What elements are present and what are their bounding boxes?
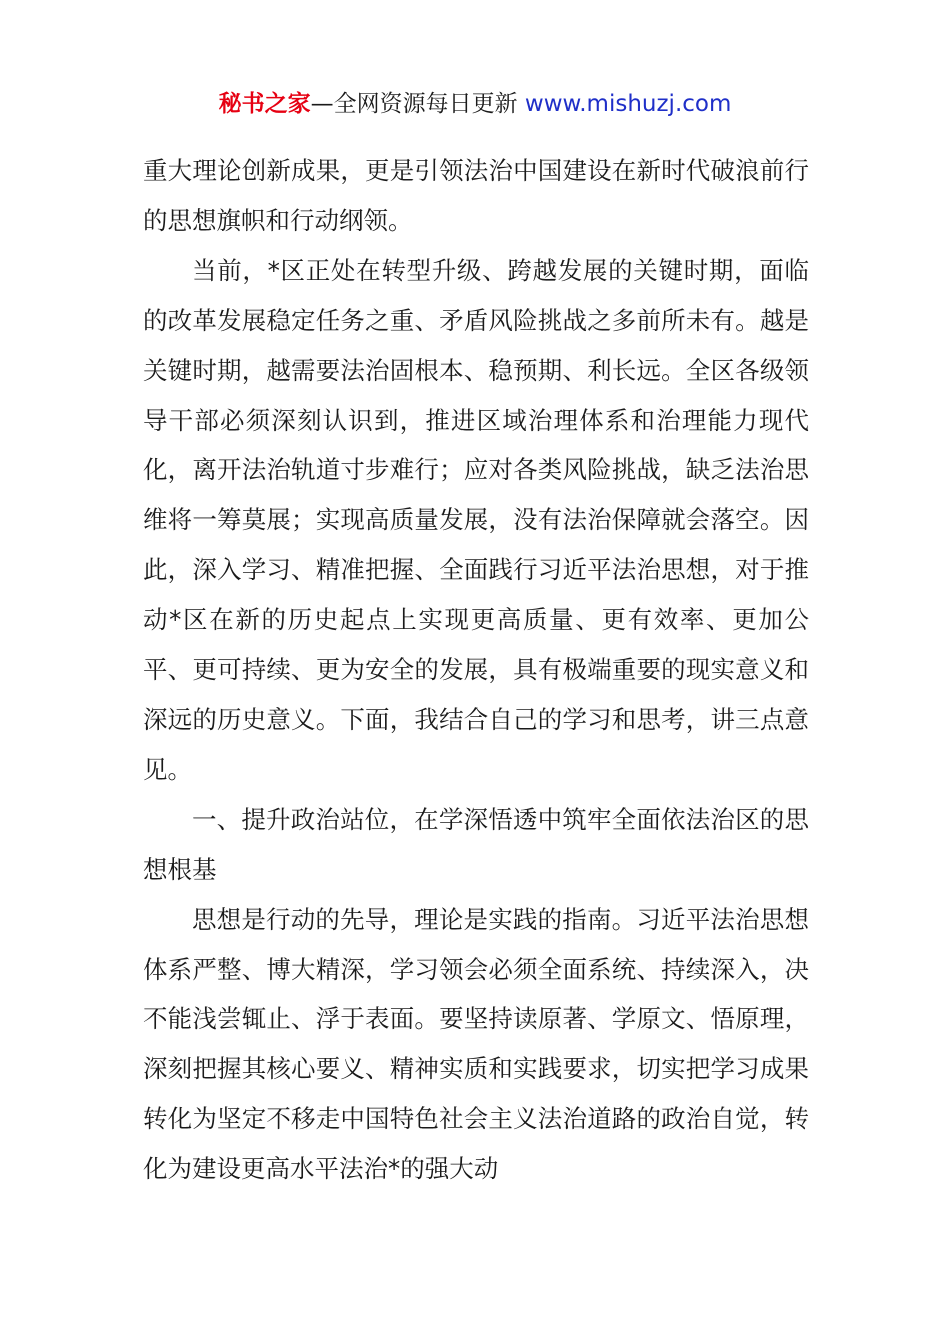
page-header xyxy=(0,88,950,120)
paragraph-current-situation: 当前，*区正处在转型升级、跨越发展的关键时期，面临的改革发展稳定任务之重、矛盾风险挑战之多前所未有。越是关键时期，越需要法治固根本、稳预期、利长远。全区各级领导干部必须深刻认识到，推进区域治理体系和治理能力现代化，离开法治轨道寸步难行；应对各类风险挑战，缺乏法治思维将一筹莫展；实现高质量发展，没有法治保障就会落空。因此，深入学习、精准把握、全面践行习近平法治思想，对于推动*区在新的历史起点上实现更高质量、更有效率、更加公平、更可持续、更为安全的发展，具有极端重要的现实意义和深远的历史意义。下面，我结合自己的学习和思考，讲三点意见。 xyxy=(143,255,809,784)
document-body xyxy=(143,146,809,1194)
brand-name: 秘书之家 xyxy=(218,91,311,117)
paragraph-continuation: 重大理论创新成果，更是引领法治中国建设在新时代破浪前行的思想旗帜和行动纲领。 xyxy=(143,156,809,235)
header-slogan: —全网资源每日更新 xyxy=(310,91,518,117)
site-url: www.mishuzj.com xyxy=(517,91,732,117)
paragraph-thought-guidance: 思想是行动的先导，理论是实践的指南。习近平法治思想体系严整、博大精深，学习领会必须全面系统、持续深入，决不能浅尝辄止、浮于表面。要坚持读原著、学原文、悟原理，深刻把握其核心要义、精神实质和实践要求，切实把学习成果转化为坚定不移走中国特色社会主义法治道路的政治自觉，转化为建设更高水平法治*的强大动 xyxy=(143,904,809,1184)
section-heading-one: 一、提升政治站位，在学深悟透中筑牢全面依法治区的思想根基 xyxy=(143,804,809,884)
